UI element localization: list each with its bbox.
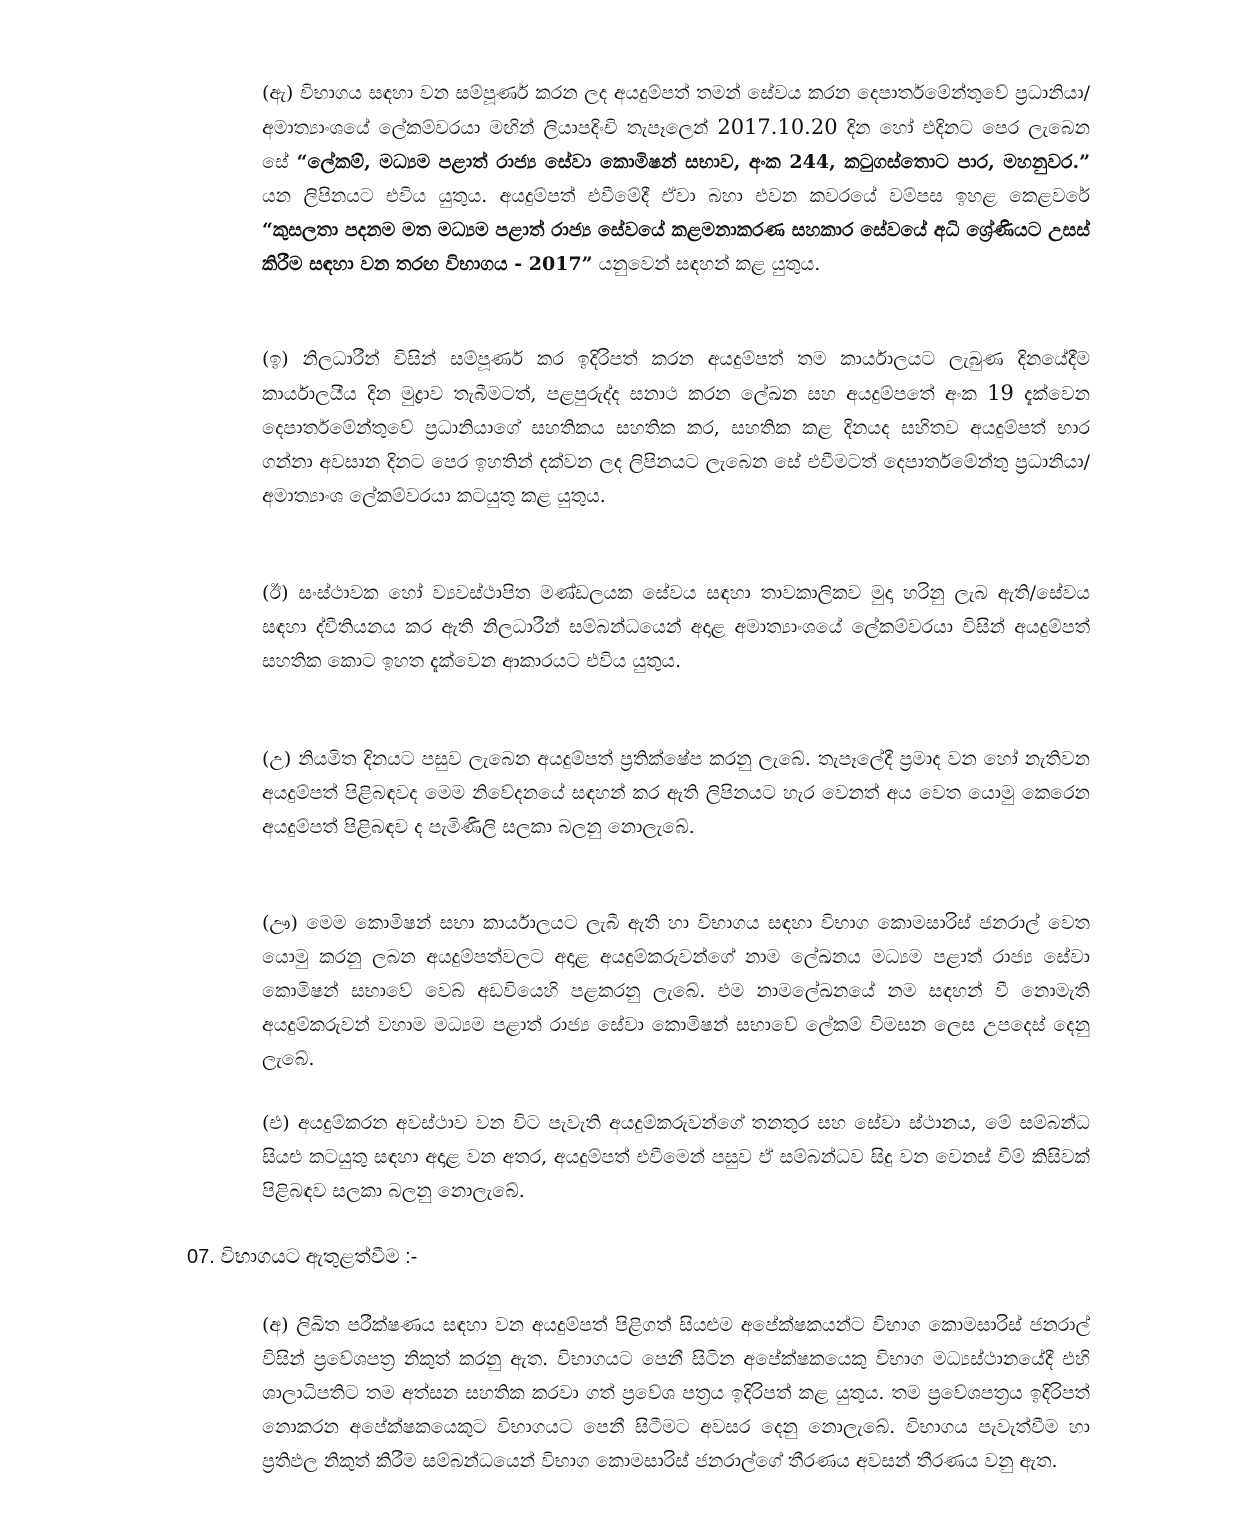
paragraph-6-i-text-1: (ඉ) නිලධාරීන් විසින් සම්පූර්ණ කර ඉදිරිපත් කරන අයදුම්පත් තම කාර්යාලයට ලැබුණ දිනයේදීම කාර්යාලයීය දින මුද්‍රාව තැබීමටත්, පළපුරුද්ද සනාථ කරන ලේඛන සහ අයදුම්පතේ අංක (262, 348, 1090, 405)
paragraph-6-aa-text-1: (ඇ) විභාගය සඳහා වන සම්පූර්ණ කරන ලද අයදුම්පත් තමන් සේවය කරන දෙපාර්තමේන්තුවේ ප්‍රධානියා/අමාත්‍යාංශයේ ලේකම්වරයා මඟින් ලියාපදිංචි තැපෑලෙන් (262, 82, 1090, 139)
section-7-heading: 07. විභාගයට ඇතුළත්වීම :- (187, 1246, 418, 1268)
mailing-address: “ලේකම්, මධ්‍යම පළාත් රාජ්‍ය සේවා කොමිෂන් සභාව, අංක 244, කටුගස්තොට පාර, මහනුවර.” (296, 151, 1090, 173)
paragraph-6-aa-text-4: යනුවෙන් සඳහන් කළ යුතුය. (592, 253, 821, 275)
paragraph-6-ee: (ඊ) සංස්ථාවක හෝ ව්‍යවස්ථාපිත මණ්ඩලයක සේවය සඳහා තාවකාලිකව මුදා හරිනු ලැබ ඇති/සේවය සඳහා ද්වීතියනය කර ඇති නිලධාරීන් සම්බන්ධයෙන් අදාළ අමාත්‍යාංශයේ ලේකම්වරයා විසින් අයදුම්පත් සහතික කොට ඉහත දැක්වෙන ආකාරයට එවිය යුතුය. (262, 582, 1090, 672)
paragraph-6-u: (උ) නියමිත දිනයට පසුව ලැබෙන අයදුම්පත් ප්‍රතික්ෂේප කරනු ලැබේ. තැපෑලේදී ප්‍රමාද වන හෝ නැතිවන අයදුම්පත් පිළිබඳවද මෙම නිවේදනයේ සඳහන් කර ඇති ලිපිනයට හැර වෙනත් අය වෙත යොමු කෙරෙන අයදුම්පත් පිළිබඳව ද පැමිණිලි සලකා බලනු නොලැබේ. (262, 748, 1090, 838)
paragraph-6-aa-text-2: දින හෝ එදිනට පෙර ලැබෙන සේ (262, 117, 1091, 173)
paragraph-6-i-text-2: දැක්වෙන දෙපාර්තමේන්තුවේ ප්‍රධානියාගේ සහතිකය සහතික කර, සහතික කළ දිනයද සහිතව අයදුම්පත් භාර ගන්නා අවසාන දිනට පෙර ඉහතින් දක්වන ලද ලිපිනයට ලැබෙන සේ එවීමටත් දෙපාර්තමේන්තු ප්‍රධානියා/අමාත්‍යාංශ ලේකම්වරයා කටයුතු කළ යුතුය. (262, 383, 1091, 507)
paragraph-7-a: (අ) ලිඛිත පරීක්ෂණය සඳහා වන අයදුම්පත් පිළිගත් සියළුම අපේක්ෂකයන්ට විභාග කොමසාරිස් ජනරාල් විසින් ප්‍රවේශපත්‍ර නිකුත් කරනු ඇත. විභාගයට පෙනී සිටින අපේක්ෂකයෙකු විභාග මධ්‍යස්ථානයේදී එහි ශාලාධිපතිට තම අත්සන සහතික කරවා ගත් ප්‍රවේශ පත්‍රය ඉදිරිපත් කළ යුතුය. තම ප්‍රවේශපත්‍රය ඉදිරිපත් නොකරන අපේක්ෂකයෙකුට විභාගයට පෙනී සිටීමට අවසර දෙනු නොලැබේ. විභාගය පැවැත්වීම හා ප්‍රතිඵල නිකුත් කිරීම සම්බන්ධයෙන් විභාග කොමසාරිස් ජනරාල්ගේ තීරණය අවසන් තීරණය වනු ඇත. (262, 1314, 1090, 1472)
paragraph-6-i (262, 342, 1090, 513)
closing-date: 2017.10.20 (717, 115, 838, 139)
form-item-number: 19 (987, 381, 1014, 405)
paragraph-6-uu: (ඌ) මෙම කොමිෂන් සභා කාර්යාලයට ලැබී ඇති හා විභාගය සඳහා විභාග කොමසාරිස් ජනරාල් වෙත යොමු කරනු ලබන අයදුම්පත්වලට අදාළ අයදුම්කරුවන්ගේ නාම ලේඛනය මධ්‍යම පළාත් රාජ්‍ය සේවා කොමිෂන් සභාවේ වෙබ් අඩවියෙහි පළකරනු ලැබේ. එම නාමලේඛනයේ නම සඳහන් වී නොමැති අයදුම්කරුවන් වහාම මධ්‍යම පළාත් රාජ්‍ය සේවා කොමිෂන් සභාවේ ලේකම් විමසන ලෙස උපදෙස් දෙනු ලැබේ. (262, 912, 1090, 1070)
paragraph-6-e: (එ) අයදුම්කරන අවස්ථාව වන විට පැවැති අයදුම්කරුවන්ගේ තනතුර සහ සේවා ස්ථානය, මේ සම්බන්ධ සියළු කටයුතු සඳහා අදාළ වන අතර, අයදුම්පත් එවීමෙන් පසුව ඒ සම්බන්ධව සිදු වන වෙනස් වීම් කිසිවක් පිළිබඳව සලකා බලනු නොලැබේ. (262, 1112, 1090, 1202)
paragraph-6-aa-text-3: යන ලිපිනයට එවිය යුතුය. අයදුම්පත් එවීමේදී ඒවා බහා එවන කවරයේ වම්පස ඉහළ කෙළවරේ (262, 185, 1090, 207)
envelope-label: “කුසලතා පදනම මත මධ්‍යම පළාත් රාජ්‍ය සේවයේ කළමනාකරණ සහකාර සේවයේ අධි ශ්‍රේණියට උසස් කිරීම සඳහා වන තරඟ විභාගය - 2017” (262, 219, 1090, 275)
paragraph-6-aa (262, 76, 1090, 281)
